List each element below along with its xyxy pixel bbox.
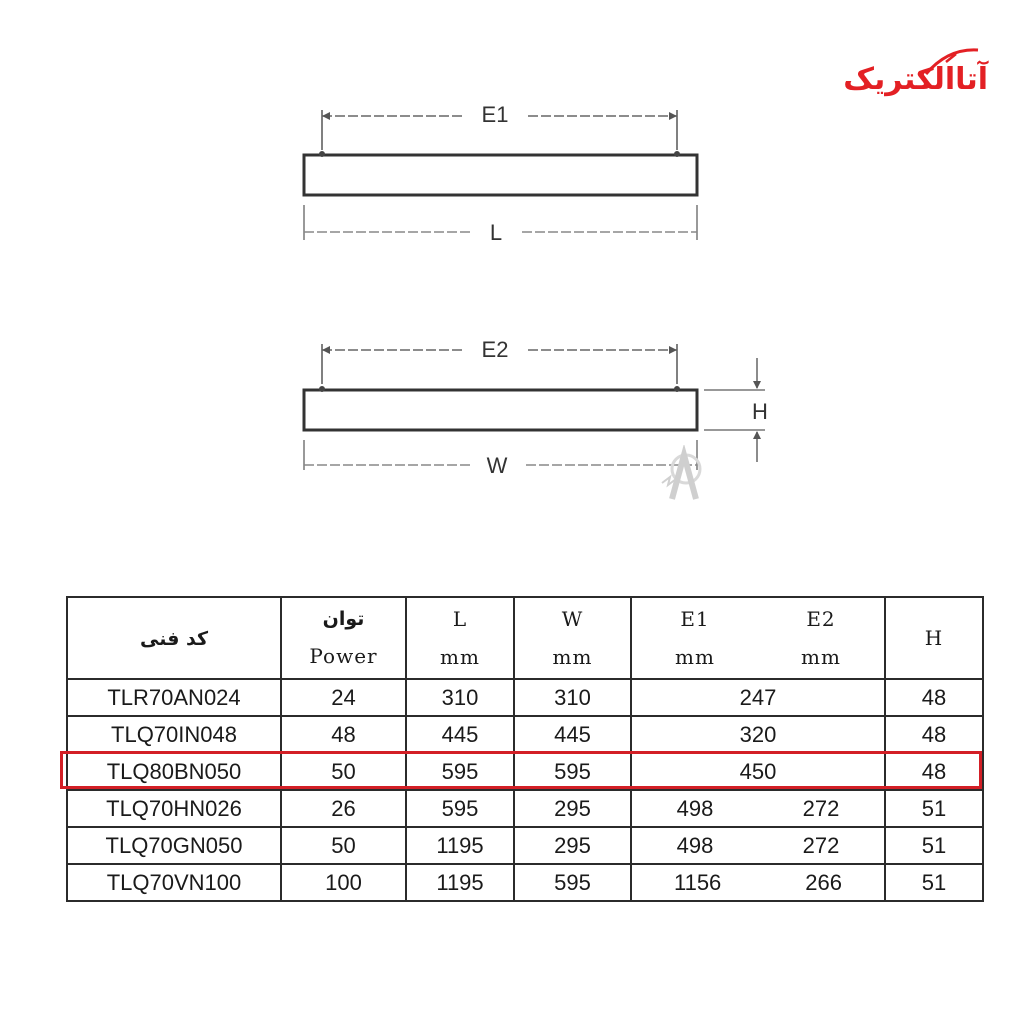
header-w-label: W: [561, 607, 584, 631]
cell-e1: 498: [676, 795, 714, 821]
cell-h: 51: [885, 827, 983, 864]
cell-l: 445: [406, 716, 514, 753]
cell-l: 310: [406, 679, 514, 716]
logo-text: آتاالکتریک: [843, 62, 988, 97]
cell-power: 50: [281, 753, 406, 790]
header-e2-label: E2: [806, 607, 836, 631]
cell-code: TLQ80BN050: [67, 753, 281, 790]
cell-l: 595: [406, 790, 514, 827]
e1-dimension-label: E1: [481, 102, 509, 127]
header-e1-unit: mm: [675, 645, 715, 669]
cell-w: 295: [514, 827, 631, 864]
header-e2-unit: mm: [801, 645, 841, 669]
header-l-label: L: [452, 607, 468, 631]
cell-power: 24: [281, 679, 406, 716]
cell-e1: 498: [676, 832, 714, 858]
h-dimension-label: H: [752, 399, 768, 424]
cell-l: 1195: [406, 864, 514, 901]
cell-w: 295: [514, 790, 631, 827]
l-dimension-label: L: [489, 220, 503, 245]
cell-h: 48: [885, 716, 983, 753]
cell-power: 26: [281, 790, 406, 827]
cell-w: 445: [514, 716, 631, 753]
table-row: [67, 864, 983, 901]
cell-l: 1195: [406, 827, 514, 864]
cell-code: TLQ70GN050: [67, 827, 281, 864]
watermark-logo-icon: [650, 445, 712, 505]
cell-w: 310: [514, 679, 631, 716]
cell-e: 450: [631, 753, 885, 790]
cell-power: 48: [281, 716, 406, 753]
table-row: [67, 790, 983, 827]
cell-w: 595: [514, 753, 631, 790]
header-l: [406, 597, 514, 679]
cell-e: 247: [631, 679, 885, 716]
specs-table: [66, 596, 984, 902]
cell-l: 595: [406, 753, 514, 790]
cell-code: TLR70AN024: [67, 679, 281, 716]
header-h: [885, 597, 983, 679]
table-row: [67, 716, 983, 753]
cell-e-split: [631, 864, 885, 901]
header-h-label: H: [924, 626, 944, 650]
cell-power: 50: [281, 827, 406, 864]
table-row: [67, 679, 983, 716]
cell-power: 100: [281, 864, 406, 901]
table-row: [67, 827, 983, 864]
table-header-row: [67, 597, 983, 679]
cell-e-split: [631, 790, 885, 827]
header-l-unit: mm: [440, 645, 480, 669]
header-code: [67, 597, 281, 679]
cell-e: 320: [631, 716, 885, 753]
cell-e2: 272: [802, 832, 840, 858]
cell-h: 48: [885, 679, 983, 716]
header-w-unit: mm: [552, 645, 593, 669]
table-row-highlighted: [67, 753, 983, 790]
header-e1-label: E1: [680, 607, 710, 631]
e2-dimension-label: E2: [481, 337, 509, 362]
header-power-en: Power: [309, 644, 378, 668]
cell-code: TLQ70IN048: [67, 716, 281, 753]
header-e1-e2: [631, 597, 885, 679]
header-power: [281, 597, 406, 679]
w-dimension-label: W: [486, 453, 508, 478]
header-power-fa: توان: [322, 608, 365, 630]
cell-code: TLQ70HN026: [67, 790, 281, 827]
cell-e2: 266: [805, 869, 842, 895]
cell-h: 51: [885, 864, 983, 901]
cell-e1: 1156: [673, 869, 722, 895]
header-code-label: کد فنی: [139, 628, 209, 650]
cell-h: 48: [885, 753, 983, 790]
top-view: [304, 102, 697, 245]
cell-code: TLQ70VN100: [67, 864, 281, 901]
cell-w: 595: [514, 864, 631, 901]
cell-e2: 272: [802, 795, 840, 821]
cell-h: 51: [885, 790, 983, 827]
cell-e-split: [631, 827, 885, 864]
header-w: [514, 597, 631, 679]
